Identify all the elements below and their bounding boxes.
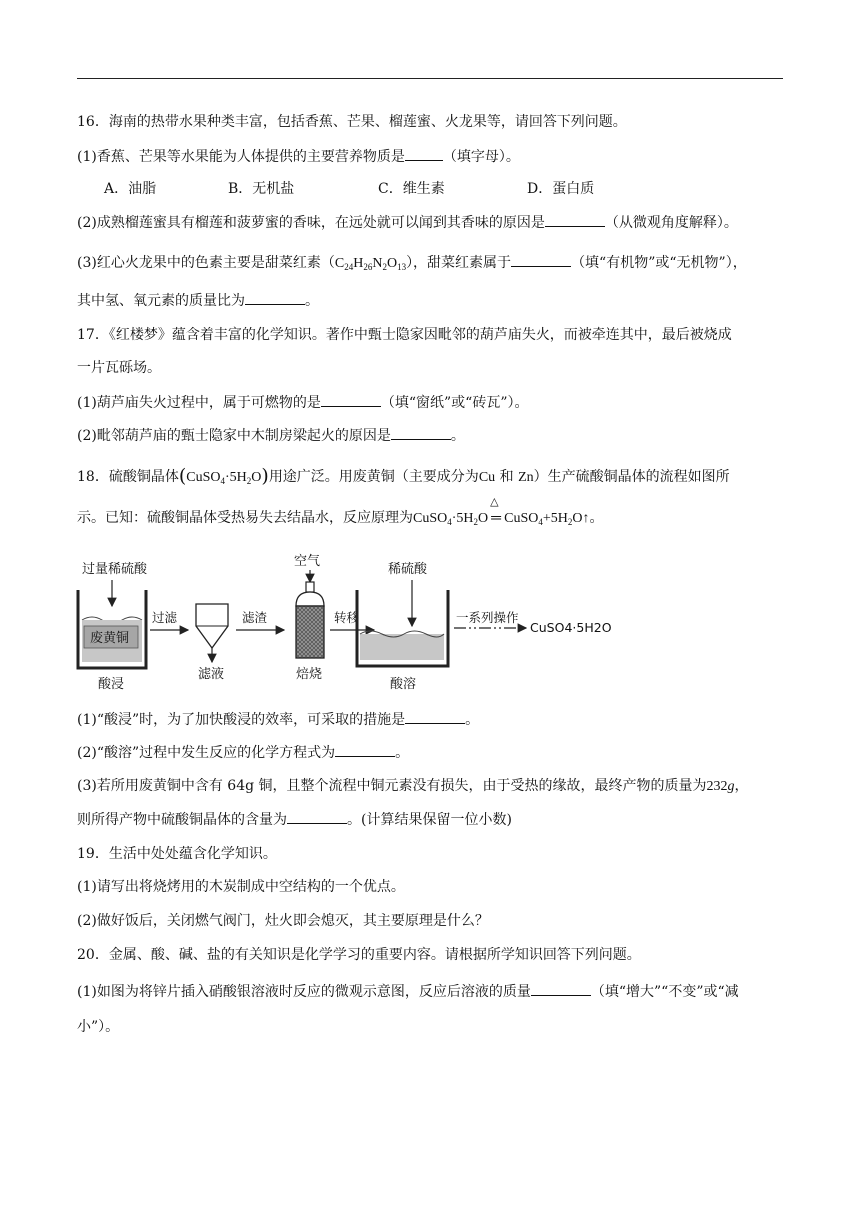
product-label: CuSO4·5H2O [530,620,612,635]
q18-part1 [77,709,479,730]
q18-and: 和 [499,469,514,485]
dilute-acid-label: 稀硫酸 [388,562,428,577]
q18-stem-text: 18．硫酸铜晶体 [77,469,179,485]
q16-part1-text: (1)香蕉、芒果等水果能为人体提供的主要营养物质是 [77,149,405,165]
mass-unit: g [727,779,735,794]
leach-label: 酸浸 [98,677,125,692]
answer-blank[interactable] [405,709,465,724]
q18-part3-cont [77,809,512,830]
q16-stem: 16．海南的热带水果种类丰富，包括香蕉、芒果、榴莲蜜、火龙果等，请回答下列问题。 [77,114,627,130]
air-label: 空气 [294,554,321,569]
q16-part3-cont [77,290,319,311]
q17-part2 [77,425,465,446]
q16-option-d: D．蛋白质 [527,181,595,197]
q17-stem-2: 一片瓦砾场。 [77,360,161,376]
q17-part1-text: (1)葫芦庙失火过程中，属于可燃物的是 [77,395,321,411]
q18-stem-2 [77,496,604,529]
q18-part1-end: 。 [465,712,480,728]
answer-blank[interactable] [335,742,395,757]
q16-part3 [77,252,747,274]
dehydration-equation: $CuSO_4\cdot 5H_2O$ △ ═ $CuSO_4+5H_2O↑$ [413,496,590,527]
q17-part1 [77,392,528,413]
q19-part1: (1)请写出将烧烤用的木炭制成中空结构的一个优点。 [77,879,405,895]
q18-part3-text-b: 则所得产物中硫酸铜晶体的含量为 [77,812,287,828]
q20-part1-text: (1)如图为将锌片插入硝酸银溶液时反应的微观示意图，反应后溶液的质量 [77,984,531,1000]
q17-stem-1: 17．《红楼梦》蕴含着丰富的化学知识。著作中甄士隐家因毗邻的葫芦庙失火，而被牵连其中，最后被烧成 [77,327,732,343]
answer-blank[interactable] [287,809,347,824]
q19-part2: (2)做好饭后，关闭燃气阀门，灶火即会熄灭，其主要原理是什么？ [77,913,489,929]
q16-part2-text: (2)成熟榴莲蜜具有榴莲和菠萝蜜的香味，在远处就可以闻到其香味的原因是 [77,215,545,231]
q16-part1 [77,146,520,167]
process-flow-diagram [70,548,630,696]
q18-part2-text: (2)“酸溶”过程中发生反应的化学方程式为 [77,745,336,761]
residue-arrow-label: 滤渣 [242,610,268,625]
q16-part1-hint: （填字母）。 [442,149,520,165]
q16-part2 [77,212,738,233]
q18-stem-1 [77,467,730,488]
dissolve-liquid [360,634,444,660]
q17-part2-end: 。 [450,428,465,444]
answer-blank[interactable] [321,392,381,407]
q18-part2 [77,742,409,763]
filtrate-label: 滤液 [198,667,225,682]
q18-part3 [77,776,749,797]
furnace-dome [296,592,324,606]
q16-part3-text-b: ），甜菜红素属于 [406,255,512,271]
filter-arrow-label: 过滤 [152,610,178,625]
q16-part2-hint: （从微观角度解释）。 [604,215,738,231]
q20-part1-cont: 小”）。 [77,1019,120,1035]
answer-blank[interactable] [531,981,591,996]
q18-part3-comma: ， [734,778,749,794]
q18-stem-text-d: 示。已知：硫酸铜晶体受热易失去结晶水，反应原理为 [77,510,413,526]
q18-part3-hint: 。(计算结果保留一位小数) [347,812,512,828]
q16-part3-end: 。 [305,293,319,309]
brass-label: 废黄铜 [90,631,130,646]
q16-part3-text-c: 其中氢、氧元素的质量比为 [77,293,245,309]
copper-sulfate-formula: $CuSO_4\cdot 5H_2O$ [186,470,262,486]
q18-stem-text-b: 用途广泛。用废黄铜（主要成分为 [268,469,479,485]
copper-symbol: Cu [478,470,496,485]
q17-part1-hint: （填“窗纸”或“砖瓦”）。 [380,395,529,411]
q18-part2-end: 。 [395,745,410,761]
transfer-arrow-label: 转移 [334,610,360,625]
q17-part2-text: (2)毗邻葫芦庙的甄士隐家中木制房梁起火的原因是 [77,428,391,444]
final-mass-value: 232 [706,779,728,794]
furnace-chimney [306,582,314,592]
zinc-symbol: Zn [518,470,534,485]
paren-open: ( [178,465,187,487]
q20-part1-hint: （填“增大”“不变”或“减 [590,984,739,1000]
acid-top-label: 过量稀硫酸 [82,562,148,577]
q20-part1 [77,981,739,1002]
furnace-body [296,606,324,658]
answer-blank[interactable] [545,212,605,227]
roast-label: 焙烧 [296,667,323,682]
answer-blank[interactable] [245,290,305,305]
answer-blank[interactable] [511,252,571,267]
betanin-formula: $C_{24}H_{26}N_2O_{13}$ [334,256,407,272]
q18-stem-text-c: ）生产硫酸铜晶体的流程如图所 [533,469,730,485]
q18-stem-end: 。 [589,510,604,526]
answer-blank[interactable] [391,425,451,440]
q16-option-b: B．无机盐 [228,181,295,197]
q16-part3-hint: （填“有机物”或“无机物”）， [571,255,747,271]
header-rule [77,78,783,79]
q18-part1-text: (1)“酸浸”时，为了加快酸浸的效率，可采取的措施是 [77,712,406,728]
q16-part3-text: (3)红心火龙果中的色素主要是甜菜红素（ [77,255,335,271]
q20-stem: 20．金属、酸、碱、盐的有关知识是化学学习的重要内容。请根据所学知识回答下列问题。 [77,947,641,963]
paren-close: ) [261,465,269,487]
q19-stem: 19．生活中处处蕴含化学知识。 [77,846,277,862]
ops-label: 一系列操作 [456,610,519,625]
q16-option-c: C．维生素 [378,181,445,197]
q16-option-a: A．油脂 [104,181,157,197]
q18-part3-text: (3)若所用废黄铜中含有 64g 铜，且整个流程中铜元素没有损失，由于受热的缘故，最终产物的质量为 [77,778,707,794]
answer-blank[interactable] [405,146,443,161]
dissolve-label: 酸溶 [390,677,417,692]
